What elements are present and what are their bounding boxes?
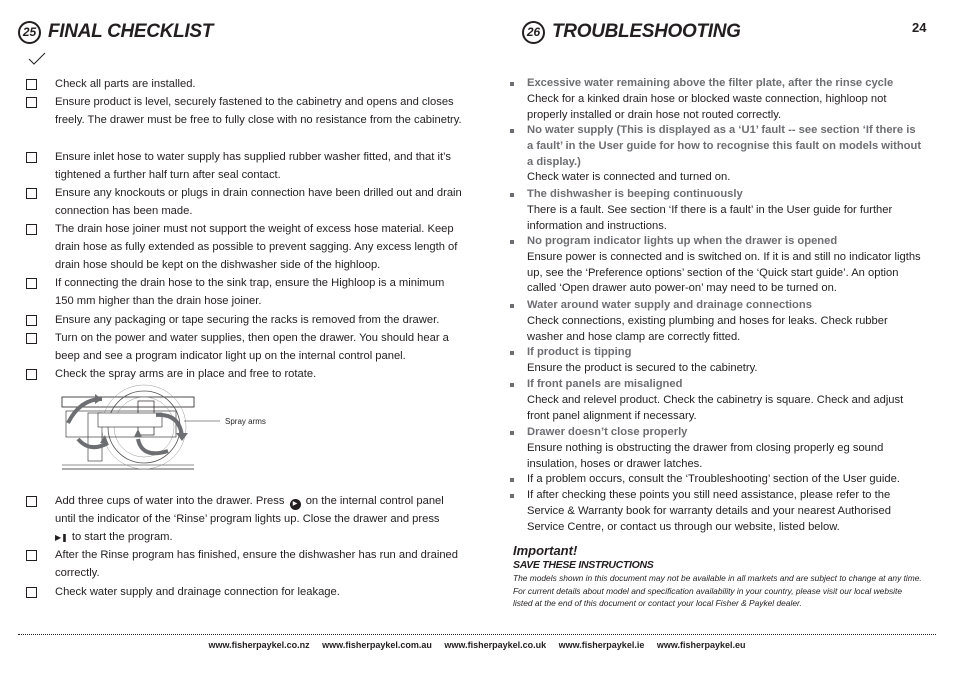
checklist-item: Ensure product is level, securely fastened to the cabinetry and opens and closes freely. The drawer must be free to fully close with no resistance from the cabinetry. (26, 93, 466, 129)
footer-link[interactable]: www.fisherpaykel.eu (656, 640, 746, 650)
checklist-item: Ensure any packaging or tape securing the racks is removed from the drawer. (26, 311, 466, 329)
bullet (510, 494, 514, 498)
checklist-item: Add three cups of water into the drawer. Press ▶ on the internal control panel until the indicator of the ‘Rinse’ program lights up. Close the drawer and press ▶❚ to start the program. (26, 492, 466, 547)
checkmark-icon (28, 52, 46, 66)
checkbox[interactable] (26, 315, 37, 326)
checkbox[interactable] (26, 587, 37, 598)
footer-link[interactable]: www.fisherpaykel.com.au (322, 640, 432, 650)
checklist-item: Ensure any knockouts or plugs in drain connection have been drilled out and drain connection has been made. (26, 184, 466, 220)
checklist-item: Check all parts are installed. (26, 75, 466, 93)
bullet (510, 351, 514, 355)
troubleshooting-item: Drawer doesn’t close properly Ensure nothing is obstructing the drawer from closing properly eg sound insulation, hoses or drawer latches. (510, 425, 922, 472)
program-button-icon: ▶ (290, 499, 301, 510)
footer-link[interactable]: www.fisherpaykel.co.uk (444, 640, 547, 650)
checklist-item: If connecting the drain hose to the sink trap, ensure the Highloop is a minimum 150 mm higher than the drain hose joiner. (26, 274, 466, 310)
checklist-item: The drain hose joiner must not support the weight of excess hose material. Keep drain hose as fully extended as possible to prevent sagging. Any excess length of drain hose should be kept on the dishwasher side of the highloop. (26, 220, 466, 274)
troubleshooting-item: If after checking these points you still need assistance, please refer to the Service & Warranty book for warranty details and your nearest Authorised Service Centre, or contact us through our website, listed below. (510, 488, 922, 535)
checklist-item: Check the spray arms are in place and free to rotate. (26, 365, 466, 383)
bullet (510, 82, 514, 86)
final-checklist-heading (18, 18, 213, 46)
section-number-badge: 26 (522, 21, 545, 44)
checkbox[interactable] (26, 188, 37, 199)
save-instructions-title: SAVE THESE INSTRUCTIONS (513, 559, 654, 571)
checkbox[interactable] (26, 278, 37, 289)
troubleshooting-item: The dishwasher is beeping continuously There is a fault. See section ‘If there is a fault’ in the User guide for further information and instructions. (510, 187, 922, 234)
troubleshooting-item: No program indicator lights up when the drawer is opened Ensure power is connected and is switched on. If it is and still no indicator ligths up, see the ‘Preference options’ section of the ‘Quick start guide’. An option called ‘Open drawer auto power-on’ may need to be turned on. (510, 234, 922, 297)
troubleshooting-item: Excessive water remaining above the filter plate, after the rinse cycle Check for a kinked drain hose or blocked waste connection, highloop not properly installed or drain hose not routed correctly. (510, 76, 922, 123)
important-note: The models shown in this document may not be available in all markets and are subject to change at any time. For current details about model and specification availability in your country, please visit our local website listed at the end of this document or contact your local Fisher & Paykel dealer. (513, 573, 922, 608)
bullet (510, 129, 514, 133)
troubleshooting-item: If product is tipping Ensure the product is secured to the cabinetry. (510, 345, 922, 377)
section-number-badge: 25 (18, 21, 41, 44)
section-title: TROUBLESHOOTING (552, 21, 741, 42)
footer-link[interactable]: www.fisherpaykel.ie (558, 640, 645, 650)
page-number: 24 (912, 20, 927, 35)
section-title: FINAL CHECKLIST (48, 21, 214, 42)
checkbox[interactable] (26, 97, 37, 108)
troubleshooting-item: Water around water supply and drainage connections Check connections, existing plumbing and hoses for leaks. Check rubber washer and hose clamp are correctly fitted. (510, 298, 922, 345)
checkbox[interactable] (26, 333, 37, 344)
bullet (510, 193, 514, 197)
bullet (510, 304, 514, 308)
checklist-item: After the Rinse program has finished, ensure the dishwasher has run and drained correctly. (26, 546, 466, 582)
bullet (510, 478, 514, 482)
bullet (510, 383, 514, 387)
checklist-item: Turn on the power and water supplies, then open the drawer. You should hear a beep and see a program indicator light up on the internal control panel. (26, 329, 466, 365)
checkbox[interactable] (26, 369, 37, 380)
troubleshooting-item: If a problem occurs, consult the ‘Troubleshooting’ section of the User guide. (510, 472, 922, 488)
troubleshooting-item: If front panels are misaligned Check and relevel product. Check the cabinetry is square. Check and adjust front panel alignment if necessary. (510, 377, 922, 424)
bullet (510, 431, 514, 435)
checklist-item: Ensure inlet hose to water supply has supplied rubber washer fitted, and that it’s tightened a further half turn after seal contact. (26, 148, 466, 184)
checkbox[interactable] (26, 224, 37, 235)
figure-label: Spray arms (225, 417, 266, 426)
troubleshooting-item: No water supply (This is displayed as a ‘U1’ fault -- see section ‘If there is a fault’ in the User guide for how to recognise this fault on models without a display.) Check water is connected and turned on. (510, 123, 922, 186)
footer-links (0, 640, 954, 650)
troubleshooting-heading (522, 18, 741, 46)
important-notice (513, 543, 923, 610)
important-title: Important! (513, 543, 578, 558)
checklist-item: Check water supply and drainage connection for leakage. (26, 583, 466, 601)
checkbox[interactable] (26, 496, 37, 507)
checkbox[interactable] (26, 550, 37, 561)
checkbox[interactable] (26, 152, 37, 163)
spray-arms-illustration (58, 383, 298, 475)
footer-divider (18, 634, 936, 635)
checkbox[interactable] (26, 79, 37, 90)
bullet (510, 240, 514, 244)
play-pause-icon: ▶❚ (55, 533, 68, 542)
footer-link[interactable]: www.fisherpaykel.co.nz (208, 640, 310, 650)
